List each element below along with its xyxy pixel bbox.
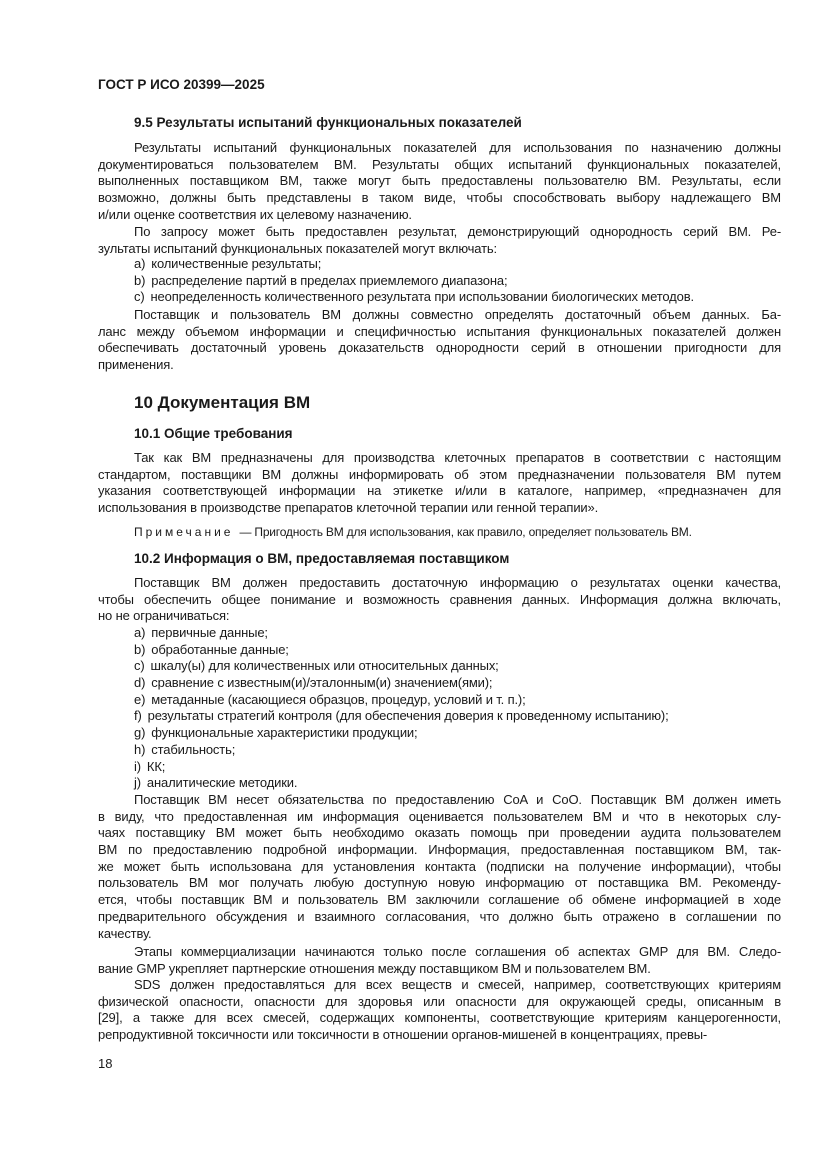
list-item-label: c) <box>134 658 145 674</box>
text-line: чаях поставщику ВМ может быть необходимо оказать помощь при проведении аудита пользователем <box>98 825 781 841</box>
text-line: вание GMP укрепляет партнерские отношения между поставщиком ВМ и пользователем ВМ. <box>98 960 651 976</box>
text-line: чтобы обеспечить общее понимание и возможность сравнения данных. Информация должна включать, <box>98 591 781 607</box>
paragraph <box>98 792 781 942</box>
text-line: возможно, должны быть представлены в таком виде, чтобы способствовать выбору надлежащего ВМ <box>98 190 781 206</box>
list-item-label: g) <box>134 725 146 741</box>
text-line: и/или оценке соответствия их целевому назначению. <box>98 206 412 222</box>
paragraph <box>98 575 781 625</box>
list-item-text: функциональные характеристики продукции; <box>151 725 418 741</box>
note-label: Примечание <box>134 525 234 539</box>
list-item-label: f) <box>134 708 142 724</box>
text-line: в виду, что предоставленная им информация оценивается пользователем ВМ и что в некоторых слу- <box>98 808 781 824</box>
list-item-label: i) <box>134 758 141 774</box>
note <box>98 524 817 541</box>
list-item <box>98 289 781 306</box>
list-item <box>98 256 781 273</box>
list-item-label: a) <box>134 256 146 271</box>
list-item-label: j) <box>134 775 141 791</box>
list-item-text: количественные результаты; <box>151 256 322 271</box>
text-line: ВМ по предоставлению подробной информации. Информация, предоставленная поставщиком ВМ, так- <box>98 842 781 858</box>
list-item <box>98 658 781 675</box>
list-item-label: d) <box>134 675 146 691</box>
text-line: использования в производстве препаратов клеточной терапии или генной терапии». <box>98 500 599 516</box>
list-item-text: КК; <box>146 758 166 774</box>
list-item <box>98 775 781 792</box>
text-line: же может быть использована для установления контакта (подписки на получение информации), чтобы <box>98 858 781 874</box>
text-line: но не ограничиваться: <box>98 608 230 624</box>
text-line: предварительного обсуждения и взаимного согласования, что должно быть отражено в соглашении по <box>98 908 781 924</box>
list-item <box>98 759 781 776</box>
text-line: Результаты испытаний функциональных показателей для использования по назначению должны <box>134 140 781 155</box>
text-line: Поставщик и пользователь ВМ должны совместно определять достаточный объем данных. Ба- <box>134 307 781 322</box>
text-line: По запросу может быть предоставлен результат, демонстрирующий однородность серий ВМ. Ре- <box>134 224 781 239</box>
text-line: зультаты испытаний функциональных показателей могут включать: <box>98 240 497 256</box>
note-text: — Пригодность ВМ для использования, как правило, определяет пользователь ВМ. <box>239 525 692 539</box>
text-line: ется, чтобы поставщик ВМ и пользователь ВМ заключили соглашение об обмене информацией в ходе <box>98 892 781 908</box>
text-line: физической опасности, опасности для здоровья или опасности для окружающей среды, описанным в <box>98 993 781 1009</box>
list-item-label: b) <box>134 272 146 288</box>
document-header: ГОСТ Р ИСО 20399—2025 <box>98 77 265 92</box>
paragraph <box>98 140 781 223</box>
text-line: [29], а также для всех смесей, содержащих компоненты, соответствующие критериям канцерогенности, <box>98 1010 781 1026</box>
text-line: Так как ВМ предназначены для производства клеточных препаратов в соответствии с настоящим <box>134 450 781 465</box>
list-item-text: аналитические методики. <box>146 775 298 791</box>
list-item-text: шкалу(ы) для количественных или относительных данных; <box>150 658 499 674</box>
list-item-text: неопределенность количественного результата при использовании биологических методов. <box>150 289 694 305</box>
list-item-text: сравнение с известным(и)/эталонным(и) значением(ями); <box>151 675 493 691</box>
paragraph <box>98 307 781 374</box>
text-line: Этапы коммерциализации начинаются только после соглашения об аспектах GMP для ВМ. Следо- <box>134 944 781 959</box>
section-heading: 10 Документация ВМ <box>134 393 311 412</box>
list-item <box>98 675 781 692</box>
text-line: применения. <box>98 357 174 373</box>
list-item-label: a) <box>134 625 146 640</box>
list-item <box>98 742 781 759</box>
subsection-heading: 9.5 Результаты испытаний функциональных показателей <box>134 115 522 130</box>
list-item <box>98 692 781 709</box>
list-item-text: результаты стратегий контроля (для обеспечения доверия к проведенному испытанию); <box>147 708 669 724</box>
subsection-heading: 10.2 Информация о ВМ, предоставляемая поставщиком <box>134 551 510 566</box>
list-item-text: первичные данные; <box>151 625 268 640</box>
text-line: Поставщик ВМ несет обязательства по предоставлению CoA и CoO. Поставщик ВМ должен иметь <box>134 792 781 807</box>
list <box>98 625 781 792</box>
text-line: обеспечивать достаточный уровень доказательств однородности серий в отношении пригодности для <box>98 340 781 356</box>
text-line: указания соответствующей информации на этикетке и/или в каталоге, например, «предназначен для <box>98 483 781 499</box>
list <box>98 256 781 306</box>
paragraph <box>98 224 781 257</box>
list-item-label: e) <box>134 691 146 707</box>
text-line: Поставщик ВМ должен предоставить достаточную информацию о результатах оценки качества, <box>134 575 781 590</box>
list-item-text: обработанные данные; <box>151 641 289 657</box>
text-line: ланс между объемом информации и специфичностью испытания функциональных показателей должен <box>98 323 781 339</box>
text-line: выполненных поставщиком ВМ, также могут быть предоставлены пользователю ВМ. Результаты, если <box>98 173 781 189</box>
text-line: качеству. <box>98 925 152 941</box>
list-item-text: стабильность; <box>151 741 236 757</box>
list-item <box>98 625 781 642</box>
list-item <box>98 273 781 290</box>
paragraph <box>98 944 781 977</box>
list-item-text: распределение партий в пределах приемлемого диапазона; <box>151 272 508 288</box>
text-line: репродуктивной токсичности или токсичности в отношении органов-мишеней в концентрациях, превы- <box>98 1027 708 1043</box>
text-line: SDS должен предоставляться для всех веществ и смесей, например, соответствующих критериям <box>134 977 781 992</box>
text-line: пользователь ВМ мог получать любую доступную новую информацию от поставщика ВМ. Рекоменду- <box>98 875 781 891</box>
page-number: 18 <box>98 1056 113 1071</box>
list-item-label: h) <box>134 741 146 757</box>
list-item <box>98 708 781 725</box>
list-item-label: b) <box>134 641 146 657</box>
list-item-label: c) <box>134 289 145 305</box>
paragraph <box>98 977 781 1044</box>
subsection-heading: 10.1 Общие требования <box>134 426 293 441</box>
text-line: стандартом, поставщики ВМ должны информировать об этом предназначении пользователя ВМ путем <box>98 466 781 482</box>
paragraph <box>98 450 781 517</box>
list-item-text: метаданные (касающиеся образцов, процедур, условий и т. п.); <box>151 691 526 707</box>
list-item <box>98 642 781 659</box>
list-item <box>98 725 781 742</box>
text-line: документироваться пользователем ВМ. Результаты общих испытаний функциональных показателей, <box>98 156 781 172</box>
